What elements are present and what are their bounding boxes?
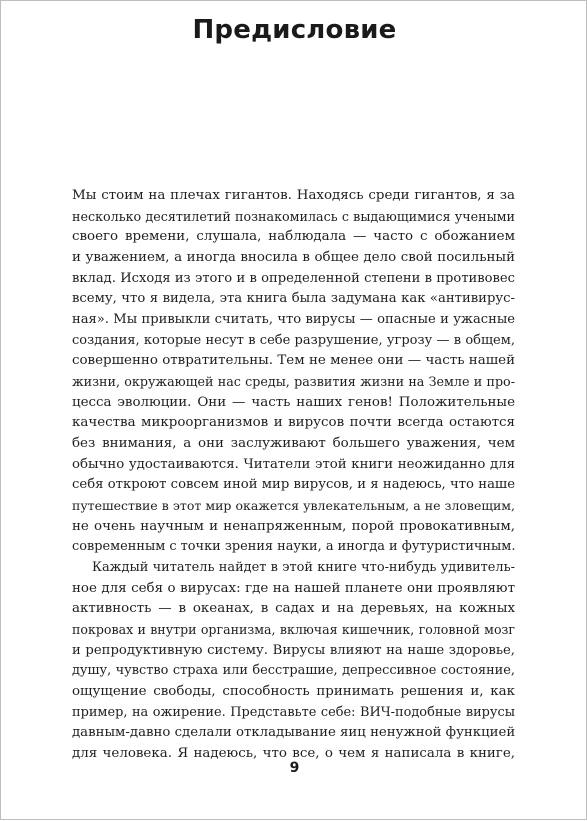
text-line: ная». Мы привыкли считать, что вирусы — опасные и ужасные	[72, 312, 515, 328]
text-line: жизни, окружающей нас среды, развития жизни на Земле и про-	[72, 374, 515, 390]
page-number: 9	[289, 760, 300, 776]
page-title: Предисловие	[192, 15, 397, 45]
text-line: активность — в океанах, в садах и на деревьях, на кожных	[72, 601, 515, 617]
text-line: себя откроют совсем иной мир вирусов, и я надеюсь, что наше	[72, 477, 515, 493]
text-line: душу, чувство страха или бесстрашие, депрессивное состояние,	[72, 663, 515, 679]
text-line: всему, что я видела, эта книга была задумана как «антивирус-	[72, 291, 515, 307]
book-page	[1, 1, 587, 821]
text-line: покровах и внутри организма, включая кишечник, головной мозг	[72, 622, 515, 638]
text-line: вклад. Исходя из этого и в определенной степени в противовес	[72, 270, 515, 286]
text-line: Мы стоим на плечах гигантов. Находясь среди гигантов, я за	[72, 188, 515, 203]
text-line: обычно удостаиваются. Читатели этой книги неожиданно для	[72, 456, 515, 472]
body-text	[72, 186, 515, 765]
text-line: пример, на ожирение. Представьте себе: ВИЧ-подобные вирусы	[72, 704, 515, 720]
text-line: создания, которые несут в себе разрушение, угрозу — в общем,	[72, 332, 515, 348]
text-line: для человека. Я надеюсь, что все, о чем я написала в книге,	[72, 746, 515, 762]
text-line: совершенно отвратительны. Тем не менее они — часть нашей	[72, 353, 515, 369]
text-line: давным-давно сделали откладывание яиц ненужной функцией	[72, 725, 515, 741]
text-line: несколько десятилетий познакомилась с выдающимися учеными	[72, 208, 515, 224]
text-line: качества микроорганизмов и вирусов почти всегда остаются	[72, 415, 515, 431]
text-line: ощущение свободы, способность принимать решения и, как	[72, 684, 515, 700]
text-line: без внимания, а они заслуживают большего уважения, чем	[72, 436, 515, 452]
text-line: и репродуктивную систему. Вирусы влияют на наше здоровье,	[72, 642, 515, 658]
text-line: ное для себя о вирусах: где на нашей планете они проявляют	[72, 580, 515, 596]
text-line: цесса эволюции. Они — часть наших генов! Положительные	[72, 394, 515, 410]
text-line: путешествие в этот мир окажется увлекательным, а не зловещим,	[72, 498, 515, 514]
text-line: и уважением, а иногда вносила в общее дело свой посильный	[72, 250, 515, 266]
text-line: Каждый читатель найдет в этой книге что-нибудь удивитель-	[92, 560, 515, 576]
text-line: современным с точки зрения науки, а иногда и футуристичным.	[72, 539, 515, 555]
text-line: своего времени, слушала, наблюдала — часто с обожанием	[72, 229, 515, 245]
text-line: не очень научным и ненапряженным, порой провокативным,	[72, 518, 515, 534]
